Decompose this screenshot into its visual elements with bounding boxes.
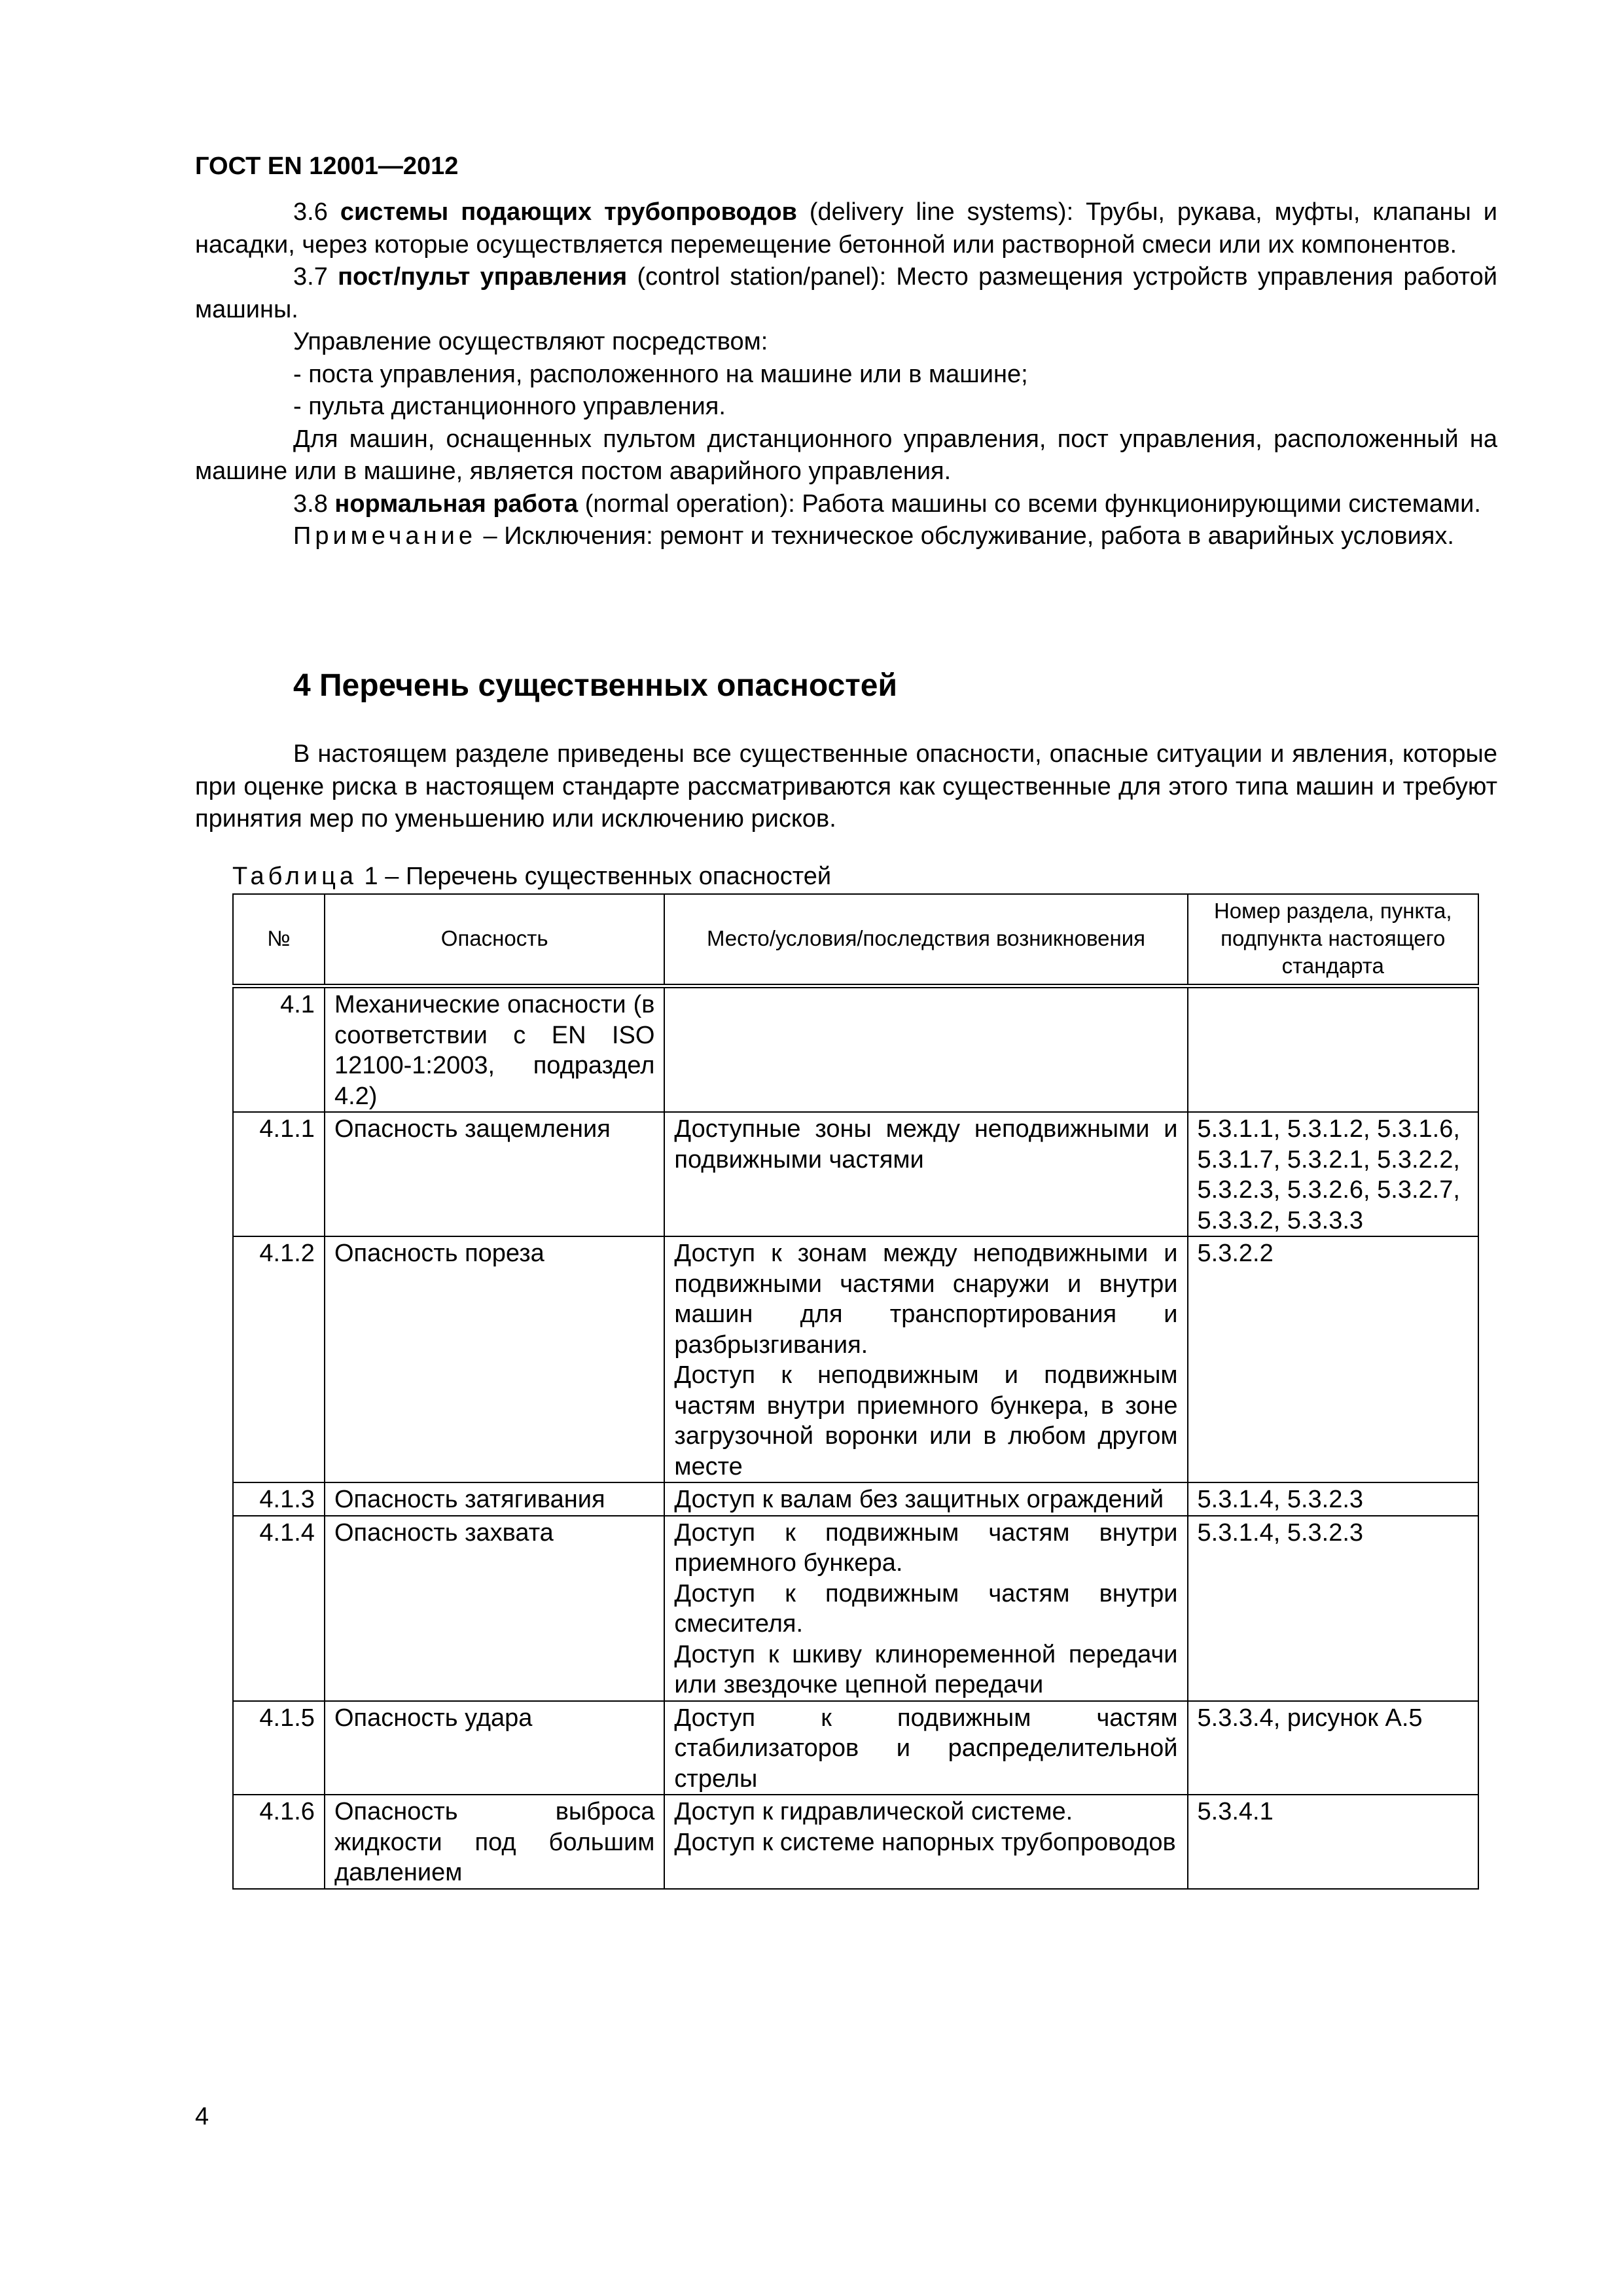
cell-place xyxy=(664,1112,1187,1236)
header-num: № xyxy=(233,894,325,986)
cell-ref-line: 5.3.1.4, 5.3.2.3 xyxy=(1197,1486,1364,1513)
cell-place xyxy=(664,1701,1187,1795)
cell-place-line: Доступ к гидравлической системе. xyxy=(674,1798,1073,1825)
page-number: 4 xyxy=(195,2103,209,2130)
cell-num xyxy=(233,1236,325,1482)
header-ref: Номер раздела, пункта, подпункта настоящего стандарта xyxy=(1188,894,1478,986)
cell-hazard xyxy=(325,1482,664,1516)
table-body xyxy=(233,986,1478,1889)
document-header: ГОСТ EN 12001—2012 xyxy=(195,152,459,180)
cell-ref xyxy=(1188,1516,1478,1701)
cell-num-line: 4.1.1 xyxy=(259,1115,315,1143)
note xyxy=(195,520,1497,553)
cell-hazard-line: Опасность удара xyxy=(334,1704,533,1732)
table-row xyxy=(233,1112,1478,1236)
cell-hazard-line: Механические опасности (в соответствии с EN ISO 12100-1:2003, подраздел 4.2) xyxy=(334,991,655,1110)
section-intro: В настоящем разделе приведены все существенные опасности, опасные ситуации и явления, которые при оценке риска в настоящем стандарте рассматриваются как существенные для этого типа машин и требуют принятия мер по уменьшению или исключению рисков. xyxy=(195,740,1497,833)
cell-place xyxy=(664,986,1187,1113)
table-header-row xyxy=(233,894,1478,986)
cell-place-line: Доступ к подвижным частям стабилизаторов и распределительной стрелы xyxy=(674,1704,1178,1793)
cell-hazard-line: Опасность защемления xyxy=(334,1115,611,1143)
cell-ref xyxy=(1188,986,1478,1113)
cell-num xyxy=(233,1112,325,1236)
remote-note: Для машин, оснащенных пультом дистанционного управления, пост управления, расположенный на машине или в машине, является постом аварийного управления. xyxy=(195,425,1497,485)
cell-ref xyxy=(1188,1701,1478,1795)
header-hazard: Опасность xyxy=(325,894,664,986)
cell-place xyxy=(664,1236,1187,1482)
cell-num-line: 4.1.2 xyxy=(259,1240,315,1267)
cell-hazard xyxy=(325,1236,664,1482)
cell-hazard xyxy=(325,1701,664,1795)
note-text: – Исключения: ремонт и техническое обслуживание, работа в аварийных условиях. xyxy=(476,522,1454,550)
cell-place-line: Доступ к подвижным частям внутри приемного бункера. xyxy=(674,1518,1178,1577)
note-label: Примечание xyxy=(293,522,476,550)
table-caption: Таблица 1 – Перечень существенных опасностей xyxy=(232,863,832,890)
term-3-6: системы подающих трубопроводов xyxy=(340,198,797,226)
cell-num xyxy=(233,1701,325,1795)
clause-3-7: 3.7 пост/пульт управления (control station/panel): Место размещения устройств управления работой машины. xyxy=(195,263,1497,323)
cell-num xyxy=(233,986,325,1113)
cell-ref-line: 5.3.4.1 xyxy=(1197,1798,1274,1825)
cell-ref-line: 5.3.3.4, рисунок А.5 xyxy=(1197,1704,1423,1732)
control-item-1: - поста управления, расположенного на машине или в машине; xyxy=(293,360,1028,388)
clause-3-8: 3.8 нормальная работа (normal operation): Работа машины со всеми функционирующими системами. xyxy=(293,490,1481,518)
table-row xyxy=(233,986,1478,1113)
term-3-8: нормальная работа xyxy=(334,490,579,518)
cell-place-line: Доступ к системе напорных трубопроводов xyxy=(674,1828,1176,1856)
cell-ref-line: 5.3.2.2 xyxy=(1197,1240,1274,1267)
control-intro: Управление осуществляют посредством: xyxy=(293,328,768,355)
table-row xyxy=(233,1795,1478,1889)
cell-num-line: 4.1.3 xyxy=(259,1486,315,1513)
cell-ref xyxy=(1188,1236,1478,1482)
table-row xyxy=(233,1482,1478,1516)
cell-place-line: Доступ к шкиву клиноременной передачи или звездочке цепной передачи xyxy=(674,1640,1178,1698)
cell-place-line: Доступ к неподвижным и подвижным частям внутри приемного бункера, в зоне загрузочной воронки или в любом другом месте xyxy=(674,1361,1178,1480)
cell-place xyxy=(664,1795,1187,1889)
cell-hazard xyxy=(325,986,664,1113)
cell-place-line: Доступ к подвижным частям внутри смесителя. xyxy=(674,1579,1178,1638)
cell-num-line: 4.1.6 xyxy=(259,1798,315,1825)
term-3-7: пост/пульт управления xyxy=(338,263,628,291)
table-row xyxy=(233,1516,1478,1701)
cell-num-line: 4.1.4 xyxy=(259,1518,315,1547)
cell-hazard-line: Опасность пореза xyxy=(334,1240,544,1267)
cell-hazard xyxy=(325,1516,664,1701)
cell-place xyxy=(664,1482,1187,1516)
cell-place xyxy=(664,1516,1187,1701)
cell-hazard-line: Опасность выброса жидкости под большим давлением xyxy=(334,1798,655,1886)
cell-ref xyxy=(1188,1112,1478,1236)
cell-num-line: 4.1.5 xyxy=(259,1704,315,1732)
cell-place-line: Доступ к зонам между неподвижными и подвижными частями снаружи и внутри машин для транспортирования и разбрызгивания. xyxy=(674,1240,1178,1359)
cell-place-line: Доступ к валам без защитных ограждений xyxy=(674,1486,1164,1513)
cell-ref-line: 5.3.1.4, 5.3.2.3 xyxy=(1197,1518,1364,1547)
cell-ref xyxy=(1188,1795,1478,1889)
control-item-2: - пульта дистанционного управления. xyxy=(293,393,726,420)
table-row xyxy=(233,1701,1478,1795)
header-place: Место/условия/последствия возникновения xyxy=(664,894,1187,986)
cell-ref xyxy=(1188,1482,1478,1516)
table-row xyxy=(233,1236,1478,1482)
section-title: 4 Перечень существенных опасностей xyxy=(293,668,897,703)
clause-3-6: 3.6 системы подающих трубопроводов (delivery line systems): Трубы, рукава, муфты, клапаны и насадки, через которые осуществляется перемещение бетонной или растворной смеси или их компонентов. xyxy=(195,198,1498,259)
cell-num xyxy=(233,1516,325,1701)
definitions-block xyxy=(195,196,1497,553)
cell-num xyxy=(233,1482,325,1516)
cell-ref-line: 5.3.1.1, 5.3.1.2, 5.3.1.6, 5.3.1.7, 5.3.2.1, 5.3.2.2, 5.3.2.3, 5.3.2.6, 5.3.2.7, 5.3.3.2, 5.3.3.3 xyxy=(1197,1115,1460,1234)
cell-num-line: 4.1 xyxy=(280,991,315,1018)
cell-hazard xyxy=(325,1112,664,1236)
cell-hazard-line: Опасность затягивания xyxy=(334,1486,605,1513)
hazards-table-wrap xyxy=(232,893,1479,1890)
cell-hazard xyxy=(325,1795,664,1889)
cell-hazard-line: Опасность захвата xyxy=(334,1518,554,1547)
cell-num xyxy=(233,1795,325,1889)
hazards-table xyxy=(232,893,1479,1890)
cell-place-line: Доступные зоны между неподвижными и подвижными частями xyxy=(674,1115,1178,1174)
